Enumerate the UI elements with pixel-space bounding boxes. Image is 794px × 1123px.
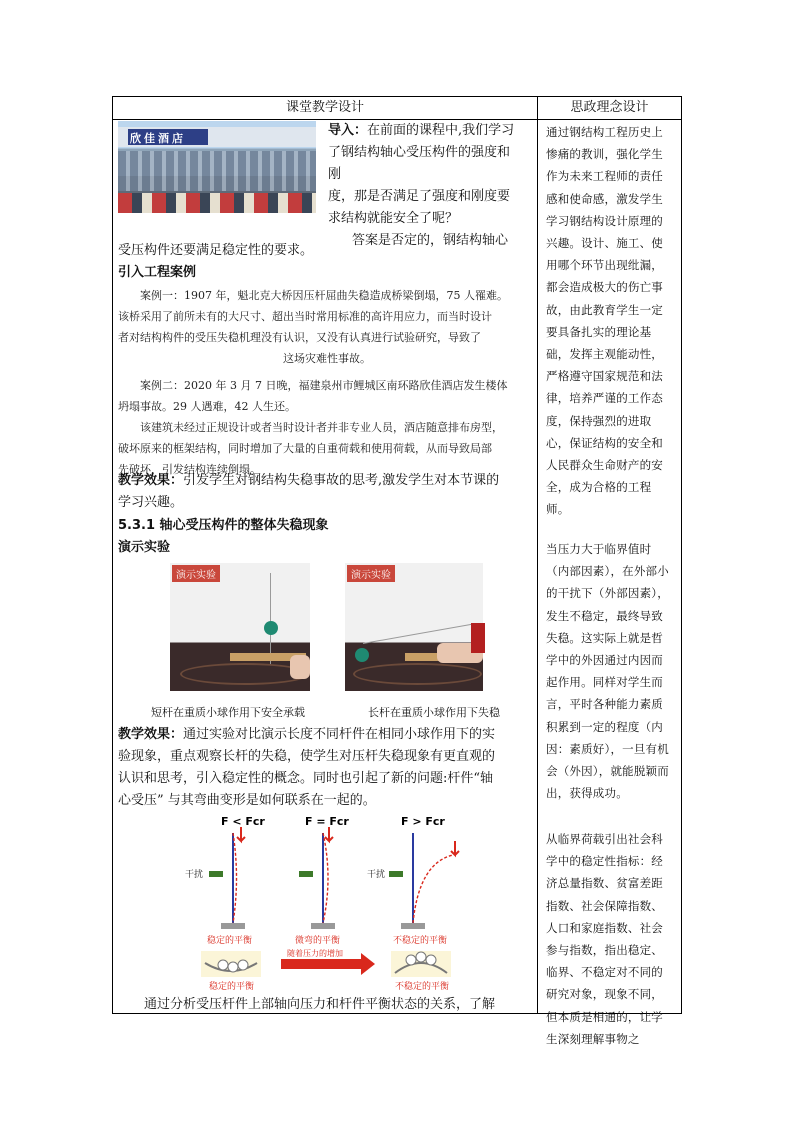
demo-effect-line-3: 认识和思考，引入稳定性的概念。同时也引起了新的问题:杆件“轴 [118,771,494,786]
label-f-less: F < Fcr [221,815,265,828]
arrow-down-3 [451,841,459,855]
caption-short-rod: 短杆在重质小球作用下安全承载 [151,706,305,719]
label-f-equal: F = Fcr [305,815,349,828]
intro-text [328,120,533,252]
demo-photo-long-rod [345,563,483,691]
answer-line-1: 答案是否定的，钢结构轴心 [352,233,509,248]
case1-line-4: 这场灾难性事故。 [283,352,371,365]
demo-photo-short-rod [170,563,310,691]
stability-diagram [183,813,473,993]
hotel-sign-text: 欣佳酒店 [130,132,186,145]
lead-line-3: 刚 [328,167,342,182]
case-effect-line-1: 引发学生对钢结构失稳事故的思考,激发学生对本节课的 [183,473,500,488]
pressure-arrow [281,959,361,969]
state-label-1: 稳定的平衡 [207,936,253,946]
ball-label-3: 不稳定的平衡 [395,982,450,992]
section-title: 5.3.1 轴心受压构件的整体失稳现象 [118,518,329,533]
state-label-3: 不稳定的平衡 [393,936,448,946]
case2-line-2: 坍塌事故。29 人遇难，42 人生还。 [118,400,296,413]
bottom-line: 通过分析受压杆件上部轴向压力和杆件平衡状态的关系，了解 [144,997,496,1012]
base-2 [311,923,335,929]
note-1: 通过钢结构工程历史上惨痛的教训，强化学生作为未来工程师的责任感和使命感，激发学生学习钢结构设计原理的兴趣。设计、施工、使用哪个环节出现纰漏，都会造成极大的伤亡事故，由此教育学生一定要具备扎实的理论基础，发挥主观能动性，严格遵守国家规范和法律，培养严谨的工作态度，保持强烈的进取心，保证结构的安全和人民群众生命财产的安全，成为合格的工程师。 [546,125,663,517]
case-text [118,285,536,480]
demo-photo-label-1: 演示实验 [172,565,220,582]
ball-1a [218,960,228,970]
disturb-arrow-2 [299,871,313,877]
demo-effect-line-4: 心受压” 与其弯曲变形是如何联系在一起的。 [118,793,376,808]
lesson-table [112,96,682,1046]
demo-effect [118,724,536,812]
case2-line-3: 该建筑未经过正规设计或者当时设计者并非专业人员，酒店随意排布房型， [140,421,503,434]
ball-3b [416,952,426,962]
label-f-greater: F > Fcr [401,815,445,828]
demo-effect-line-1: 通过实验对比演示长度不同杆件在相同小球作用下的实 [183,727,496,742]
case2-line-5: 先破坏，引发结构连续倒塌。 [118,463,261,476]
pressure-arrow-head [361,953,375,975]
note-3: 从临界荷载引出社会科学中的稳定性指标：经济总量指数、贫富差距指数、社会保障指数、人口和家庭指数、社会参与指数，指出稳定、临界、不稳定对不同的研究对象，现象不同，但本质是相通的，让学生深刻理解事物之 [546,832,663,1046]
ball-3c [426,955,436,965]
answer-line-2: 受压构件还要满足稳定性的要求。 [118,243,314,258]
case2-line-1: 案例二：2020 年 3 月 7 日晚，福建泉州市鲤城区南环路欣佳酒店发生楼体 [140,379,508,392]
case-heading: 引入工程案例 [118,265,197,280]
state-label-2: 微弯的平衡 [295,936,341,946]
case-effect [118,470,536,514]
lead-line-4: 度，那是否满足了强度和刚度要 [328,189,511,204]
pressure-text: 随着压力的增加 [287,949,343,958]
demo-heading: 演示实验 [118,540,171,555]
disturb-label-1: 干扰 [185,870,204,880]
base-1 [221,923,245,929]
case-effect-label: 教学效果： [118,473,184,488]
case1-line-2: 该桥采用了前所未有的大尺寸、超出当时常用标准的高许用应力，而当时设计 [118,310,492,323]
ball-3a [406,955,416,965]
hotel-photo [118,121,316,213]
arrow-down-1 [237,827,245,841]
classroom-design-column [113,120,537,1013]
ball-1b [228,962,238,972]
left-header: 课堂教学设计 [285,100,364,115]
disturb-arrow-1 [209,871,223,877]
ball-label-1: 稳定的平衡 [209,982,255,992]
demo-effect-label: 教学效果： [118,727,184,742]
lead-line-1: 在前面的课程中,我们学习 [367,123,515,138]
ball-1c [238,960,248,970]
arrow-down-2 [325,827,333,841]
case-effect-line-2: 学习兴趣。 [118,495,184,510]
disturb-label-3: 干扰 [367,870,386,880]
demo-photo-label-2: 演示实验 [347,565,395,582]
note-2: 当压力大于临界值时（内部因素），在外部小的干扰下（外部因素），发生不稳定，最终导致失稳。这实际上就是哲学中的外因通过内因而起作用。同样对学生而言，平时各种能力素质积累到一定的程度（内因：素质好），一旦有机会（外因），就能脱颖而出，获得成功。 [546,542,669,801]
base-3 [401,923,425,929]
lead-label: 导入： [328,123,368,138]
ideology-column [538,120,681,1046]
lead-line-5: 求结构就能安全了呢？ [328,211,459,226]
case1-line-1: 案例一：1907 年，魁北克大桥因压杆屈曲失稳造成桥梁倒塌，75 人罹难。 [140,289,508,302]
deflection-3 [413,855,453,923]
demo-effect-line-2: 验现象，重点观察长杆的失稳，使学生对压杆失稳现象有更直观的 [118,749,496,764]
caption-long-rod: 长杆在重质小球作用下失稳 [368,706,500,719]
right-header: 思政理念设计 [570,100,649,115]
lead-line-2: 了钢结构轴心受压构件的强度和 [328,145,511,160]
case2-line-4: 破坏原来的框架结构，同时增加了大量的自重荷载和使用荷载，从而导致局部 [118,442,492,455]
case1-line-3: 者对结构构件的受压失稳机理没有认识，又没有认真进行试验研究，导致了 [118,331,481,344]
disturb-arrow-3 [389,871,403,877]
